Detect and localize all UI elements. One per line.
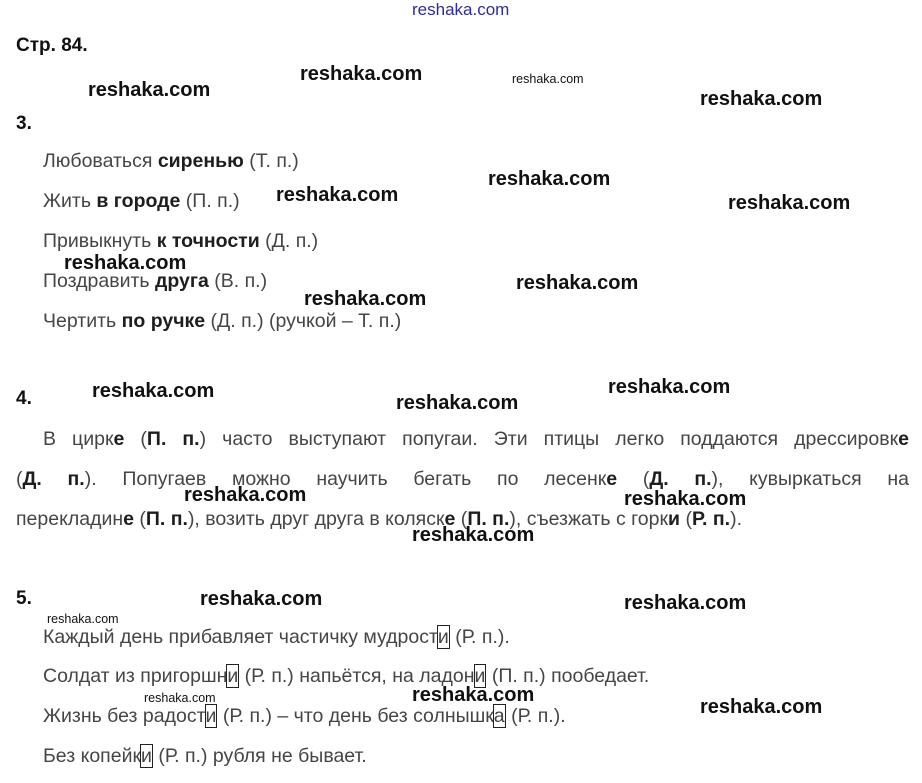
watermark: reshaka.com — [624, 488, 747, 510]
watermark: reshaka.com — [184, 484, 307, 506]
watermark: reshaka.com — [412, 684, 535, 706]
watermark: reshaka.com — [200, 588, 323, 610]
watermark: reshaka.com — [300, 63, 423, 85]
watermark: reshaka.com — [47, 612, 119, 626]
phrase-line: Привыкнуть к точности (Д. п.) — [43, 230, 319, 252]
proverb-line: Жизнь без радости (Р. п.) – что день без солнышка (Р. п.). — [43, 705, 566, 727]
watermark: reshaka.com — [624, 592, 747, 614]
paragraph-line: В цирке (П. п.) часто выступают попугаи. Эти птицы легко поддаются дрессировке — [43, 428, 909, 450]
proverb-line: Каждый день прибавляет частичку мудрости (Р. п.). — [43, 626, 510, 648]
ending-box: и — [474, 665, 486, 687]
ending-box: и — [205, 705, 217, 727]
watermark: reshaka.com — [92, 380, 215, 402]
proverb-line: Без копейки (Р. п.) рубля не бывает. — [43, 745, 367, 767]
exercise-number-3: 3. — [16, 113, 32, 134]
phrase-line: Поздравить друга (В. п.) — [43, 270, 268, 292]
watermark: reshaka.com — [700, 696, 823, 718]
ending-box: а — [493, 705, 505, 727]
exercise-number-5: 5. — [16, 588, 32, 609]
watermark: reshaka.com — [700, 88, 823, 110]
watermark: reshaka.com — [64, 252, 187, 274]
proverb-line: Солдат из пригоршни (Р. п.) напьётся, на ладони (П. п.) пообедает. — [43, 665, 650, 687]
ending-box: и — [227, 665, 239, 687]
watermark: reshaka.com — [144, 691, 216, 705]
phrase-line: Любоваться сиренью (Т. п.) — [43, 150, 299, 172]
phrase-line: Чертить по ручке (Д. п.) (ручкой – Т. п.) — [43, 310, 402, 332]
watermark: reshaka.com — [608, 376, 731, 398]
exercise-number-4: 4. — [16, 388, 32, 409]
watermark: reshaka.com — [512, 72, 584, 86]
ending-box: и — [141, 745, 152, 767]
watermark: reshaka.com — [412, 0, 510, 19]
watermark: reshaka.com — [396, 392, 519, 414]
watermark: reshaka.com — [276, 184, 399, 206]
watermark: reshaka.com — [88, 79, 211, 101]
paragraph-line: перекладине (П. п.), возить друг друга в коляске (П. п.), съезжать с горки (Р. п.). — [16, 508, 742, 530]
page-reference: Стр. 84. — [16, 35, 88, 56]
watermark: reshaka.com — [516, 272, 639, 294]
paragraph-line: (Д. п.). Попугаев можно научить бегать по лесенке (Д. п.), кувыркаться на — [16, 468, 909, 490]
watermark: reshaka.com — [412, 524, 535, 546]
watermark: reshaka.com — [304, 288, 427, 310]
ending-box: и — [437, 626, 449, 648]
watermark: reshaka.com — [488, 168, 611, 190]
phrase-line: Жить в городе (П. п.) — [43, 190, 240, 212]
watermark: reshaka.com — [728, 192, 851, 214]
